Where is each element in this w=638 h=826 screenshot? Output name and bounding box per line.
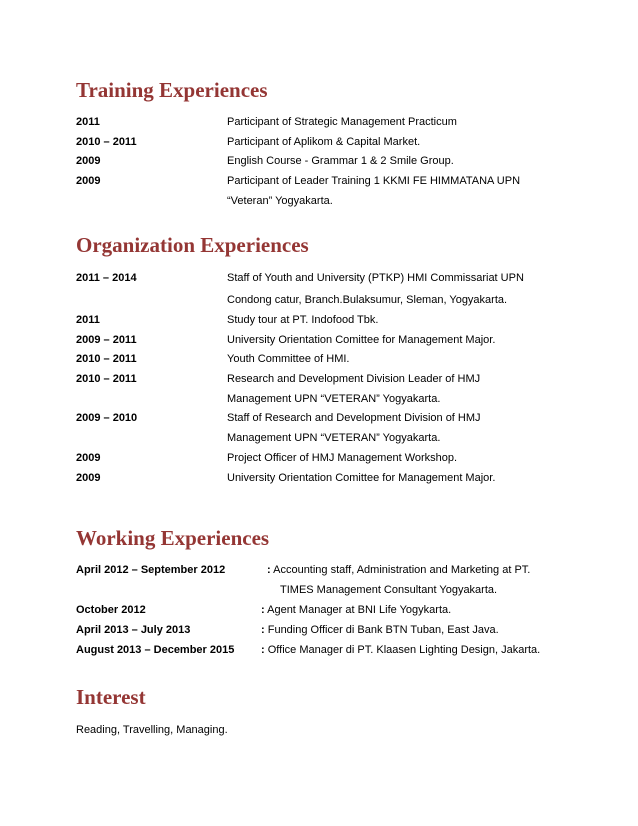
training-desc-continued: “Veteran” Yogyakarta. [227, 195, 333, 207]
organization-desc: Staff of Youth and University (PTKP) HMI Commissariat UPN [227, 272, 524, 284]
interest-text: Reading, Travelling, Managing. [76, 724, 228, 736]
organization-desc: Research and Development Division Leader of HMJ [227, 373, 481, 385]
organization-desc: University Orientation Comittee for Management Major. [227, 334, 496, 346]
working-desc [261, 643, 540, 657]
organization-desc: Study tour at PT. Indofood Tbk. [227, 314, 379, 326]
training-date: 2011 [76, 116, 100, 128]
working-heading: Working Experiences [76, 526, 270, 550]
working-desc [261, 603, 451, 617]
working-desc [267, 563, 530, 577]
working-desc-text: Office Manager di PT. Klaasen Lighting Design, Jakarta. [264, 644, 541, 656]
working-colon: : [261, 644, 265, 656]
interest-heading: Interest [76, 685, 146, 709]
organization-desc: Project Officer of HMJ Management Workshop. [227, 452, 458, 464]
organization-heading: Organization Experiences [76, 233, 309, 257]
organization-date: 2009 – 2011 [76, 334, 137, 346]
training-desc: Participant of Strategic Management Practicum [227, 116, 457, 128]
working-desc-text: Accounting staff, Administration and Marketing at PT. [270, 564, 531, 576]
organization-date: 2011 – 2014 [76, 272, 137, 284]
working-colon: : [261, 624, 265, 636]
organization-desc-continued: Condong catur, Branch.Bulaksumur, Sleman, Yogyakarta. [227, 294, 508, 306]
organization-desc: Staff of Research and Development Division of HMJ [227, 412, 481, 424]
organization-date: 2009 [76, 452, 101, 464]
organization-date: 2009 – 2010 [76, 412, 138, 424]
training-date: 2009 [76, 155, 101, 167]
organization-date: 2011 [76, 314, 100, 326]
training-desc: English Course - Grammar 1 & 2 Smile Group. [227, 155, 454, 167]
working-desc [261, 623, 499, 637]
training-heading: Training Experiences [76, 78, 268, 102]
organization-desc: University Orientation Comittee for Management Major. [227, 472, 496, 484]
working-colon: : [261, 604, 265, 616]
organization-date: 2010 – 2011 [76, 373, 137, 385]
training-desc: Participant of Aplikom & Capital Market. [227, 136, 421, 148]
organization-desc-continued: Management UPN “VETERAN” Yogyakarta. [227, 393, 441, 405]
working-desc-text: Funding Officer di Bank BTN Tuban, East Java. [264, 624, 499, 636]
organization-desc: Youth Committee of HMI. [227, 353, 350, 365]
working-desc-text: Agent Manager at BNI Life Yogykarta. [264, 604, 452, 616]
working-date: August 2013 – December 2015 [76, 644, 235, 656]
working-desc-continued: TIMES Management Consultant Yogyakarta. [280, 584, 498, 596]
working-date: April 2012 – September 2012 [76, 564, 226, 576]
working-colon: : [267, 564, 271, 576]
training-date: 2010 – 2011 [76, 136, 137, 148]
organization-date: 2009 [76, 472, 101, 484]
organization-desc-continued: Management UPN “VETERAN” Yogyakarta. [227, 432, 441, 444]
training-desc: Participant of Leader Training 1 KKMI FE HIMMATANA UPN [227, 175, 521, 187]
working-date: October 2012 [76, 604, 146, 616]
working-date: April 2013 – July 2013 [76, 624, 191, 636]
training-date: 2009 [76, 175, 101, 187]
organization-date: 2010 – 2011 [76, 353, 137, 365]
